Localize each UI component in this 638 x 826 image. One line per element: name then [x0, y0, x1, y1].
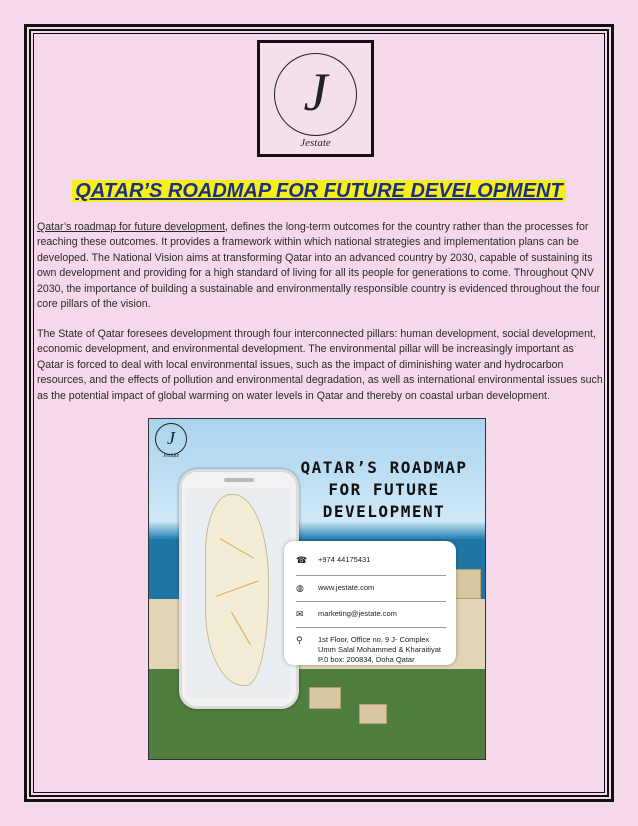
poster-logo-wordmark: Jestate	[162, 453, 180, 459]
jestate-logo	[257, 40, 374, 157]
poster-title-line: QATAR’S ROADMAP	[300, 458, 468, 477]
poster-building	[309, 687, 341, 709]
mail-icon: ✉	[296, 609, 304, 619]
paragraph-1	[37, 220, 603, 312]
poster-logo: J	[155, 423, 187, 455]
divider	[296, 627, 446, 628]
page-title-text: QATAR’S ROADMAP FOR FUTURE DEVELOPMENT	[72, 180, 565, 202]
roadmap-link[interactable]: Qatar’s roadmap for future development	[37, 221, 226, 233]
poster-title-line: FOR FUTURE	[328, 480, 440, 499]
logo-letter: J	[303, 62, 328, 122]
poster-title-line: DEVELOPMENT	[322, 502, 446, 521]
page-title	[40, 178, 598, 204]
poster-building	[359, 704, 387, 724]
map-landmass	[205, 494, 269, 686]
promo-poster-image	[148, 418, 486, 760]
logo-wordmark: Jestate	[300, 137, 331, 149]
paragraph-1-text: , defines the long-term outcomes for the country rather than the processes for reaching these outcomes. It provides a framework within which national strategies and implementation plans can be developed. The National Vision aims at transforming Qatar into an advanced country by 2030, capable of sustaining its own development and providing for a high standard of living for all its people for generations to come. Throughout QNV 2030, the importance of building a sustainable and environmentally responsible country is evidenced throughout the four core pillars of the vision.	[37, 221, 601, 311]
paragraph-2: The State of Qatar foresees development through four interconnected pillars: human development, social development, economic development, and environmental development. The environmental pillar will be increasingly important as Qatar is forced to deal with local environmental issues, such as the impact of diminishing water and hydrocarbon resources, and the effects of pollution and environmental degradation, as well as international environmental issues such as the potential impact of global warming on water levels in Qatar and thereby on coastal urban development.	[37, 328, 603, 402]
address-line: P.0 box: 200834, Doha Qatar	[318, 655, 415, 664]
poster-title	[279, 457, 486, 523]
address-line: Umm Salal Mohammed & Kharaitiyat	[318, 645, 441, 654]
location-pin-icon: ⚲	[296, 635, 303, 645]
globe-icon: ◍	[296, 583, 304, 593]
phone-mockup	[179, 469, 299, 709]
contact-card: ☎ +974 44175431 ◍ www.jestate.com ✉ marketing@jestate.com ⚲ 1st Floor, Office no. 9 J- Complex Umm Salal Mohammed & Kharaitiyat P.0 box: 200834, Doha Qatar	[284, 541, 456, 665]
divider	[296, 601, 446, 602]
divider	[296, 575, 446, 576]
phone-icon: ☎	[296, 555, 308, 565]
phone-screen-map	[187, 488, 291, 698]
address-line: 1st Floor, Office no. 9 J- Complex	[318, 635, 430, 644]
phone-notch	[224, 478, 254, 482]
